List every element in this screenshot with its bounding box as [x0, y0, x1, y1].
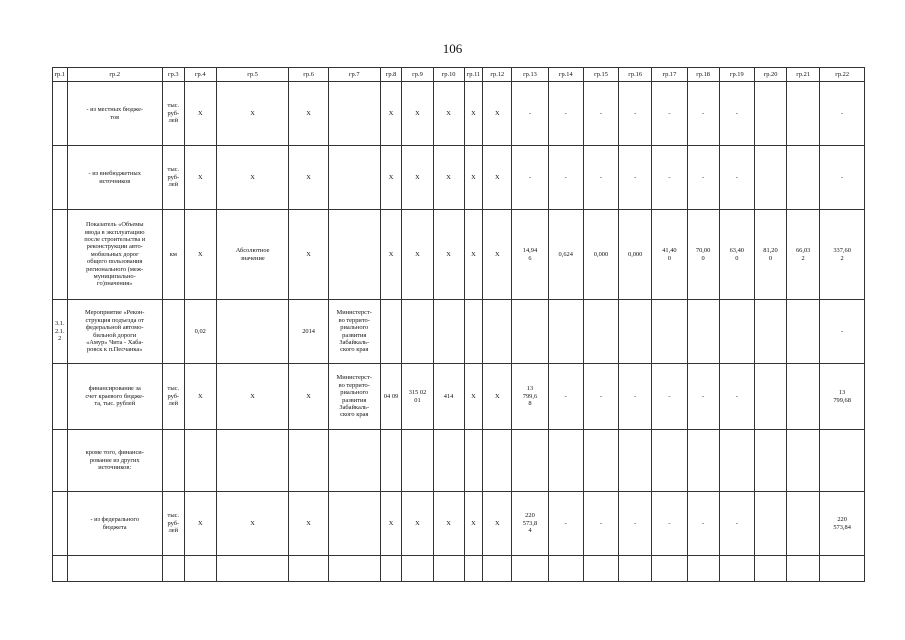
table-cell: Показатель «Объемы ввода в эксплуатацию после строительства и реконструкции авто- мобильных дорог общего пользования регионального (меж- муниципально- го)значения»	[67, 210, 162, 300]
table-cell: X	[483, 82, 512, 146]
table-cell	[619, 556, 652, 582]
table-cell	[820, 430, 865, 492]
table-cell: - из внебюджетных источников	[67, 146, 162, 210]
table-cell: -	[548, 364, 583, 430]
table-cell	[787, 364, 820, 430]
column-header: гр.1	[53, 68, 68, 82]
table-cell: 81,20 0	[754, 210, 786, 300]
table-cell	[289, 556, 328, 582]
table-cell: 315 02 01	[402, 364, 433, 430]
column-header: гр.11	[464, 68, 483, 82]
table-cell: X	[216, 146, 289, 210]
table-cell	[328, 556, 380, 582]
table-cell	[289, 430, 328, 492]
table-cell: 41,40 0	[652, 210, 687, 300]
table-cell	[787, 556, 820, 582]
table-cell: -	[583, 492, 618, 556]
table-cell	[820, 556, 865, 582]
table-header-row	[53, 68, 865, 82]
table-cell	[464, 556, 483, 582]
table-cell: 14,94 6	[512, 210, 548, 300]
table-cell: -	[548, 146, 583, 210]
column-header: гр.7	[328, 68, 380, 82]
table-cell	[328, 492, 380, 556]
table-cell: X	[483, 146, 512, 210]
table-cell	[53, 492, 68, 556]
column-header: гр.14	[548, 68, 583, 82]
table-cell: 3.1.2.1. 2	[53, 300, 68, 364]
table-cell: X	[464, 210, 483, 300]
table-cell: -	[719, 146, 754, 210]
table-cell	[184, 556, 216, 582]
column-header: гр.2	[67, 68, 162, 82]
table-cell	[512, 430, 548, 492]
column-header: гр.18	[687, 68, 719, 82]
table-cell: тыс. руб- лей	[162, 146, 184, 210]
table-cell	[216, 300, 289, 364]
table-row	[53, 492, 865, 556]
column-header: гр.20	[754, 68, 786, 82]
table-cell	[483, 556, 512, 582]
table-cell	[216, 430, 289, 492]
table-row	[53, 556, 865, 582]
table-cell	[687, 300, 719, 364]
table-cell: -	[619, 364, 652, 430]
table-cell: 0,000	[619, 210, 652, 300]
table-cell	[53, 430, 68, 492]
table-cell: X	[380, 492, 402, 556]
column-header: гр.5	[216, 68, 289, 82]
table-cell	[162, 430, 184, 492]
table-cell	[754, 492, 786, 556]
table-cell: 0,624	[548, 210, 583, 300]
table-cell: -	[548, 492, 583, 556]
data-table	[52, 67, 865, 582]
table-cell: Министерст- во террито- риального развития Забайкаль- ского края	[328, 300, 380, 364]
table-cell: тыс. руб- лей	[162, 492, 184, 556]
table-cell: X	[433, 210, 464, 300]
table-cell: 66,03 2	[787, 210, 820, 300]
table-cell: X	[289, 492, 328, 556]
table-cell: X	[289, 146, 328, 210]
table-cell: X	[464, 82, 483, 146]
table-cell	[328, 430, 380, 492]
table-cell: X	[380, 210, 402, 300]
table-cell: -	[820, 300, 865, 364]
table-cell: 63,40 0	[719, 210, 754, 300]
table-cell: -	[820, 146, 865, 210]
table-cell: -	[512, 82, 548, 146]
table-cell	[53, 82, 68, 146]
table-cell: -	[652, 146, 687, 210]
table-cell	[583, 300, 618, 364]
table-cell	[548, 430, 583, 492]
table-cell: -	[719, 82, 754, 146]
table-cell: 220 573,84	[820, 492, 865, 556]
table-cell: -	[652, 364, 687, 430]
table-cell: -	[820, 82, 865, 146]
table-cell: X	[184, 146, 216, 210]
table-cell	[619, 430, 652, 492]
table-cell: 13 799,68	[820, 364, 865, 430]
table-cell: X	[216, 492, 289, 556]
table-row	[53, 210, 865, 300]
column-header: гр.12	[483, 68, 512, 82]
table-cell	[583, 430, 618, 492]
table-row	[53, 364, 865, 430]
table-cell: 0,02	[184, 300, 216, 364]
table-cell: -	[619, 146, 652, 210]
table-cell	[162, 556, 184, 582]
column-header: гр.4	[184, 68, 216, 82]
column-header: гр.10	[433, 68, 464, 82]
table-cell	[719, 300, 754, 364]
table-cell	[53, 146, 68, 210]
table-cell	[652, 556, 687, 582]
table-cell: 414	[433, 364, 464, 430]
table-cell: X	[380, 82, 402, 146]
column-header: гр.21	[787, 68, 820, 82]
table-cell	[402, 556, 433, 582]
table-cell	[328, 210, 380, 300]
table-cell	[53, 210, 68, 300]
table-cell: тыс. руб- лей	[162, 364, 184, 430]
table-cell: X	[433, 146, 464, 210]
table-cell: X	[289, 364, 328, 430]
table-cell	[380, 430, 402, 492]
table-cell: X	[483, 492, 512, 556]
table-cell	[787, 430, 820, 492]
column-header: гр.17	[652, 68, 687, 82]
table-cell	[483, 430, 512, 492]
table-cell	[380, 556, 402, 582]
page-number: 106	[442, 41, 463, 56]
table-cell: 70,00 0	[687, 210, 719, 300]
table-cell: -	[652, 82, 687, 146]
table-cell	[512, 556, 548, 582]
table-cell	[754, 364, 786, 430]
table-cell	[687, 556, 719, 582]
table-cell	[402, 430, 433, 492]
table-cell	[483, 300, 512, 364]
table-cell	[787, 492, 820, 556]
table-cell: кроме того, финанси- рование из других источников:	[67, 430, 162, 492]
table-cell: -	[512, 146, 548, 210]
table-cell: - из федерального бюджета	[67, 492, 162, 556]
table-cell: X	[464, 492, 483, 556]
table-row	[53, 300, 865, 364]
table-cell	[433, 556, 464, 582]
table-cell	[67, 556, 162, 582]
table-cell	[464, 300, 483, 364]
table-cell: X	[433, 82, 464, 146]
column-header: гр.6	[289, 68, 328, 82]
table-cell: X	[402, 82, 433, 146]
table-cell: X	[464, 146, 483, 210]
table-cell	[380, 300, 402, 364]
table-cell	[548, 300, 583, 364]
table-cell	[787, 146, 820, 210]
table-cell	[619, 300, 652, 364]
table-cell: км	[162, 210, 184, 300]
table-cell	[787, 300, 820, 364]
table-cell: X	[380, 146, 402, 210]
table-cell: -	[583, 82, 618, 146]
table-cell	[548, 556, 583, 582]
table-cell: Мероприятие «Рекон- струкция подъезда от федеральной автомо- бильной дороги «Амур» Чита - Хаба- ровск к п.Песчанка»	[67, 300, 162, 364]
table-cell: X	[483, 364, 512, 430]
table-cell: -	[619, 492, 652, 556]
table-cell	[512, 300, 548, 364]
table-cell: Министерст- во террито- риального развития Забайкаль- ского края	[328, 364, 380, 430]
column-header: гр.15	[583, 68, 618, 82]
table-cell	[328, 146, 380, 210]
table-cell	[754, 556, 786, 582]
table-cell	[433, 300, 464, 364]
table-cell: -	[719, 492, 754, 556]
table-cell: X	[464, 364, 483, 430]
table-cell	[719, 430, 754, 492]
table-cell: -	[548, 82, 583, 146]
table-cell	[464, 430, 483, 492]
table-cell: -	[619, 82, 652, 146]
table-cell	[184, 430, 216, 492]
table-cell: -	[583, 364, 618, 430]
table-cell: -	[583, 146, 618, 210]
table-cell	[687, 430, 719, 492]
table-cell	[754, 146, 786, 210]
table-cell: X	[184, 210, 216, 300]
column-header: гр.16	[619, 68, 652, 82]
table-cell: 13 799,6 8	[512, 364, 548, 430]
column-header: гр.19	[719, 68, 754, 82]
table-cell	[754, 82, 786, 146]
column-header: гр.3	[162, 68, 184, 82]
table-cell: тыс. руб- лей	[162, 82, 184, 146]
table-cell: X	[483, 210, 512, 300]
table-cell: - из местных бюдже- тов	[67, 82, 162, 146]
table-cell: -	[719, 364, 754, 430]
table-cell	[787, 82, 820, 146]
table-cell: -	[652, 492, 687, 556]
table-cell	[433, 430, 464, 492]
table-cell	[652, 430, 687, 492]
table-cell: -	[687, 364, 719, 430]
table-row	[53, 146, 865, 210]
table-cell	[402, 300, 433, 364]
table-cell	[53, 556, 68, 582]
table-cell	[53, 364, 68, 430]
table-cell: X	[289, 82, 328, 146]
table-cell	[719, 556, 754, 582]
table-cell: 220 573,8 4	[512, 492, 548, 556]
column-header: гр.22	[820, 68, 865, 82]
table-cell: Абсолютное значение	[216, 210, 289, 300]
table-cell	[328, 82, 380, 146]
table-cell: X	[216, 364, 289, 430]
table-cell: X	[402, 492, 433, 556]
table-cell: X	[402, 146, 433, 210]
column-header: гр.9	[402, 68, 433, 82]
table-cell: 0,000	[583, 210, 618, 300]
table-cell: 04 09	[380, 364, 402, 430]
table-row	[53, 82, 865, 146]
table-cell: X	[216, 82, 289, 146]
table-cell: X	[184, 364, 216, 430]
column-header: гр.8	[380, 68, 402, 82]
column-header: гр.13	[512, 68, 548, 82]
table-cell: X	[402, 210, 433, 300]
table-cell: -	[687, 146, 719, 210]
table-cell: -	[687, 82, 719, 146]
table-cell: финансирование за счет краевого бюдже- та, тыс. рублей	[67, 364, 162, 430]
table-cell: 2014	[289, 300, 328, 364]
table-cell: 337,60 2	[820, 210, 865, 300]
table-cell: X	[433, 492, 464, 556]
table-cell	[652, 300, 687, 364]
table-row	[53, 430, 865, 492]
table-cell: X	[184, 492, 216, 556]
table-cell: -	[687, 492, 719, 556]
table-cell	[754, 430, 786, 492]
table-cell: X	[184, 82, 216, 146]
table-cell	[162, 300, 184, 364]
table-cell	[754, 300, 786, 364]
table-cell	[583, 556, 618, 582]
table-cell	[216, 556, 289, 582]
table-cell: X	[289, 210, 328, 300]
